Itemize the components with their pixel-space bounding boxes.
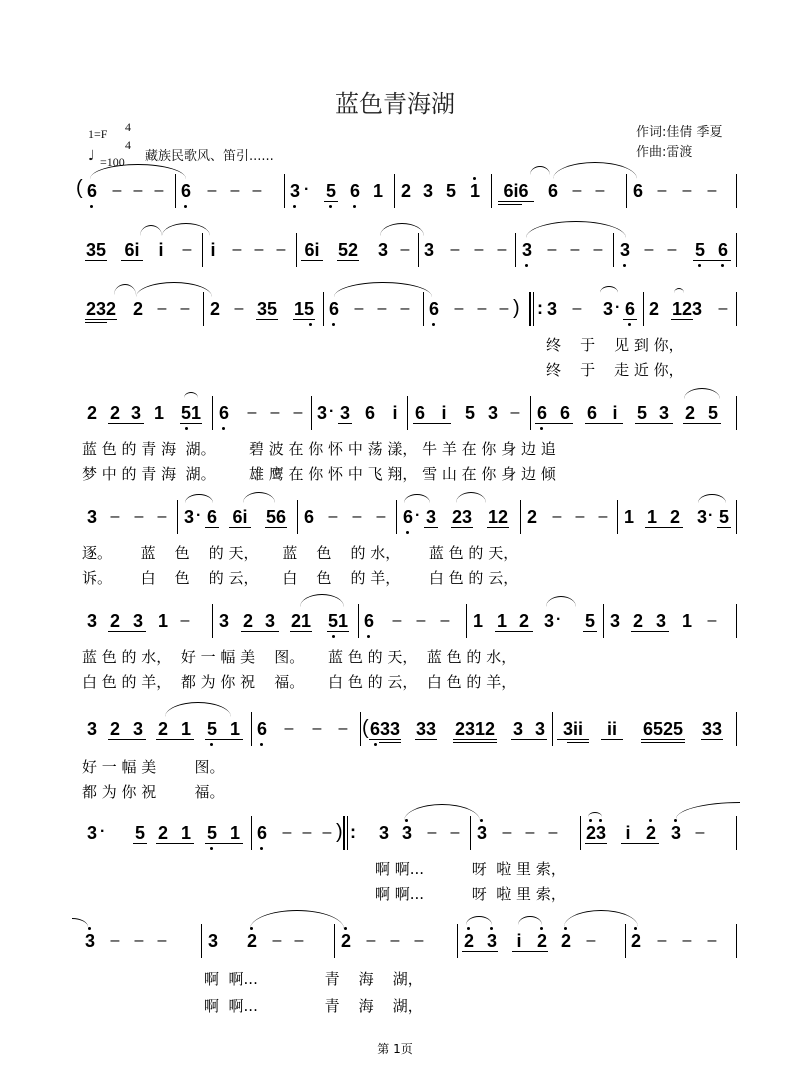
lyrics-verse-1: 终 于 见 到 你，	[546, 336, 684, 354]
lyrics-verse-2: 啊 啊... 呀 啦 里 索，	[375, 885, 566, 903]
tempo-marking: =100	[100, 155, 125, 169]
lyrics-verse-1: 蓝 色 的 水， 好 一 幅 美 图。 蓝 色 的 天， 蓝 色 的 水，	[82, 648, 517, 666]
time-signature-bottom: 4	[125, 138, 131, 152]
key-signature: 1=F	[88, 127, 108, 141]
lyrics-verse-2: 白 色 的 羊， 都 为 你 祝 福。 白 色 的 云， 白 色 的 羊，	[82, 673, 517, 691]
lyrics-verse-1: 好 一 幅 美 图。	[82, 758, 225, 776]
lyricist-credit: 作词:佳倩 季夏	[636, 125, 723, 140]
lyrics-verse-2: 啊 啊... 青 海 湖，	[204, 997, 423, 1015]
lyrics-verse-1: 啊 啊... 呀 啦 里 索，	[375, 860, 566, 878]
quarter-note-icon: ♩	[88, 148, 95, 164]
lyrics-verse-2: 诉。 白 色 的 云， 白 色 的 羊， 白 色 的 云，	[82, 569, 519, 587]
lyrics-verse-2: 终 于 走 近 你，	[546, 361, 684, 379]
time-signature-top: 4	[125, 120, 131, 134]
song-title: 蓝色青海湖	[335, 90, 455, 118]
lyrics-verse-1: 啊 啊... 青 海 湖，	[204, 970, 423, 988]
style-note: 藏族民歌风、笛引......	[145, 149, 274, 164]
lyrics-verse-2: 梦 中 的 青 海 湖。 雄 鹰 在 你 怀 中 飞 翔， 雪 山 在 你 身 边 倾	[82, 465, 556, 483]
lyrics-verse-1: 逐。 蓝 色 的 天， 蓝 色 的 水， 蓝 色 的 天，	[82, 544, 519, 562]
lyrics-verse-1: 蓝 色 的 青 海 湖。 碧 波 在 你 怀 中 荡 漾， 牛 羊 在 你 身 边 追	[82, 440, 556, 458]
page-number: 第 1页	[377, 1042, 413, 1056]
lyrics-verse-2: 都 为 你 祝 福。	[82, 783, 225, 801]
composer-credit: 作曲:雷渡	[636, 145, 693, 160]
